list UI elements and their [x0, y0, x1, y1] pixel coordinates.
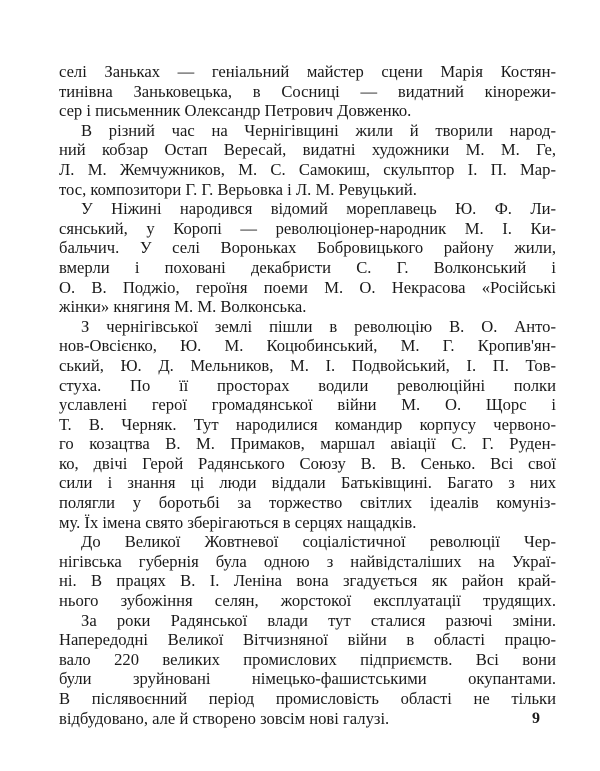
text-line: тос, композитори Г. Г. Верьовка і Л. М. Ревуцький. [59, 179, 417, 199]
paragraph-start-line: З чернігівської землі пішли в революцію В. О. Анто- [81, 316, 556, 336]
text-line: ні. В працях В. І. Леніна вона згадується як район край- [59, 571, 556, 591]
text-line: го козацтва В. М. Примаков, маршал авіації С. Г. Руден- [59, 434, 556, 454]
text-line: нігівська губернія була одною з найвідсталіших на Украї- [59, 551, 556, 571]
text-line: бальчич. У селі Вороньках Бобровицького району жили, [59, 238, 556, 258]
text-line: тинівна Заньковецька, в Сосниці — видатний кінорежи- [59, 81, 556, 101]
text-line: відбудовано, але й створено зовсім нові галузі. [59, 708, 390, 728]
text-line: О. В. Поджіо, героїня поеми М. О. Некрасова «Російські [59, 277, 556, 297]
text-line: були зруйновані німецько-фашистськими окупантами. [59, 669, 556, 689]
text-line: нього зубожіння селян, жорстокої експлуатації трудящих. [59, 591, 556, 611]
text-line: полягли у боротьбі за торжество світлих ідеалів комуніз- [59, 493, 556, 513]
text-line: Л. М. Жемчужников, М. С. Самокиш, скульптор І. П. Мар- [59, 159, 556, 179]
text-line: В післявоєнний період промисловість області не тільки [59, 689, 556, 708]
paragraph-start-line: До Великої Жовтневої соціалістичної революції Чер- [81, 532, 556, 552]
text-line: вало 220 великих промислових підприємств. Всі вони [59, 649, 556, 669]
text-line: Т. В. Черняк. Тут народилися командир корпусу червоно- [59, 414, 556, 434]
text-line: стуха. По її просторах водили революційні полки [59, 375, 556, 395]
text-line: Напередодні Великої Вітчизняної війни в області працю- [59, 630, 556, 650]
text-line: му. Їх імена свято зберігаються в серцях нащадків. [59, 512, 417, 532]
page-number: 9 [532, 710, 540, 727]
page-body [59, 62, 556, 728]
text-line: вмерли і поховані декабристи С. Г. Волконський і [59, 257, 556, 277]
paragraph-start-line: У Ніжині народився відомий мореплавець Ю. Ф. Ли- [81, 199, 556, 219]
text-line: сили і знання ці люди віддали Батьківщині. Багато з них [59, 473, 556, 493]
paragraph-start-line: За роки Радянської влади тут сталися разючі зміни. [81, 610, 556, 630]
text-line: уславлені герої громадянської війни М. О. Щорс і [59, 395, 556, 415]
paragraph-start-line: В різний час на Чернігівщині жили й творили народ- [81, 120, 556, 140]
text-line: нов-Овсієнко, Ю. М. Коцюбинський, М. Г. Кропив'ян- [59, 336, 556, 356]
text-line: селі Заньках — геніальний майстер сцени Марія Костян- [59, 62, 556, 81]
text-line: жінки» княгиня М. М. Волконська. [59, 297, 307, 317]
text-line: ний кобзар Остап Вересай, видатні художники М. М. Ге, [59, 140, 556, 160]
text-line: сер і письменник Олександр Петрович Довженко. [59, 101, 412, 121]
text-line: ський, Ю. Д. Мельников, М. І. Подвойський, І. П. Тов- [59, 355, 556, 375]
text-line: сянський, у Коропі — революціонер-народник М. І. Ки- [59, 218, 556, 238]
text-line: ко, двічі Герой Радянського Союзу В. В. Сенько. Всі свої [59, 453, 556, 473]
